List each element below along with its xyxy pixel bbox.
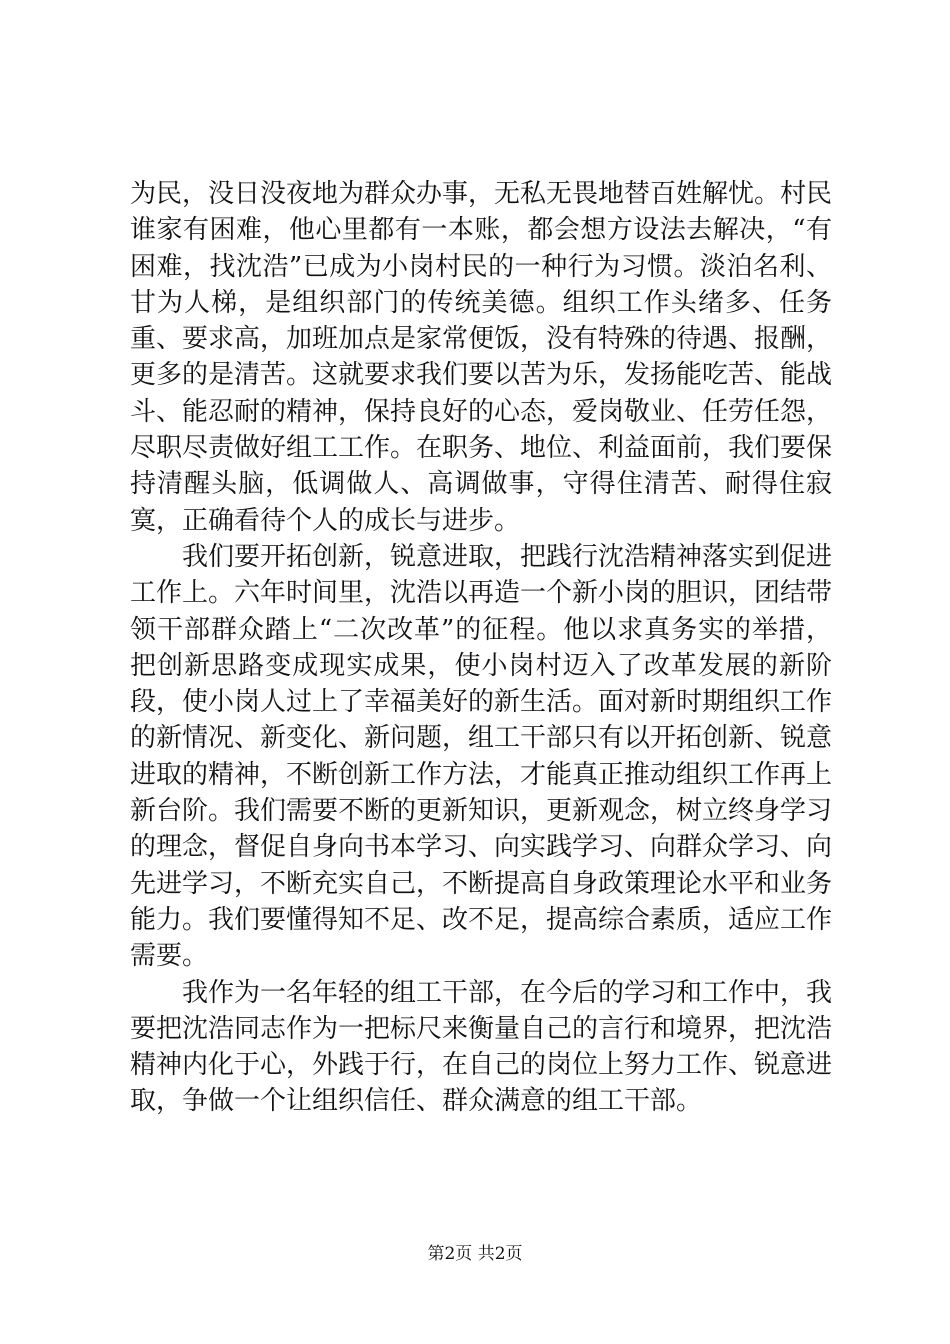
paragraph-continued: 为民，没日没夜地为群众办事，无私无畏地替百姓解忧。村民谁家有困难，他心里都有一本账，都会想方设法去解决，“有困难，找沈浩”已成为小岗村民的一种行为习惯。淡泊名利、甘为人梯，是组织部门的传统美德。组织工作头绪多、任务重、要求高，加班加点是家常便饭，没有特殊的待遇、报酬，更多的是清苦。这就要求我们要以苦为乐，发扬能吃苦、能战斗、能忍耐的精神，保持良好的心态，爱岗敬业、任劳任怨，尽职尽责做好组工工作。在职务、地位、利益面前，我们要保持清醒头脑，低调做人、高调做事，守得住清苦、耐得住寂寞，正确看待个人的成长与进步。 bbox=[130, 179, 833, 536]
document-body bbox=[130, 176, 832, 1120]
paragraph-innovation: 我们要开拓创新，锐意进取，把践行沈浩精神落实到促进工作上。六年时间里，沈浩以再造一个新小岗的胆识，团结带领干部群众踏上“二次改革”的征程。他以求真务实的举措，把创新思路变成现实成果，使小岗村迈入了改革发展的新阶段，使小岗人过上了幸福美好的新生活。面对新时期组织工作的新情况、新变化、新问题，组工干部只有以开拓创新、锐意进取的精神，不断创新工作方法，才能真正推动组织工作再上新台阶。我们需要不断的更新知识，更新观念，树立终身学习的理念，督促自身向书本学习、向实践学习、向群众学习、向先进学习，不断充实自己，不断提高自身政策理论水平和业务能力。我们要懂得知不足、改不足，提高综合素质，适应工作需要。 bbox=[130, 541, 833, 972]
paragraph-conclusion: 我作为一名年轻的组工干部，在今后的学习和工作中，我要把沈浩同志作为一把标尺来衡量自己的言行和境界，把沈浩精神内化于心，外践于行，在自己的岗位上努力工作、锐意进取，争做一个让组织信任、群众满意的组工干部。 bbox=[130, 977, 833, 1117]
page-number-footer: 第2页 共2页 bbox=[427, 1244, 523, 1264]
